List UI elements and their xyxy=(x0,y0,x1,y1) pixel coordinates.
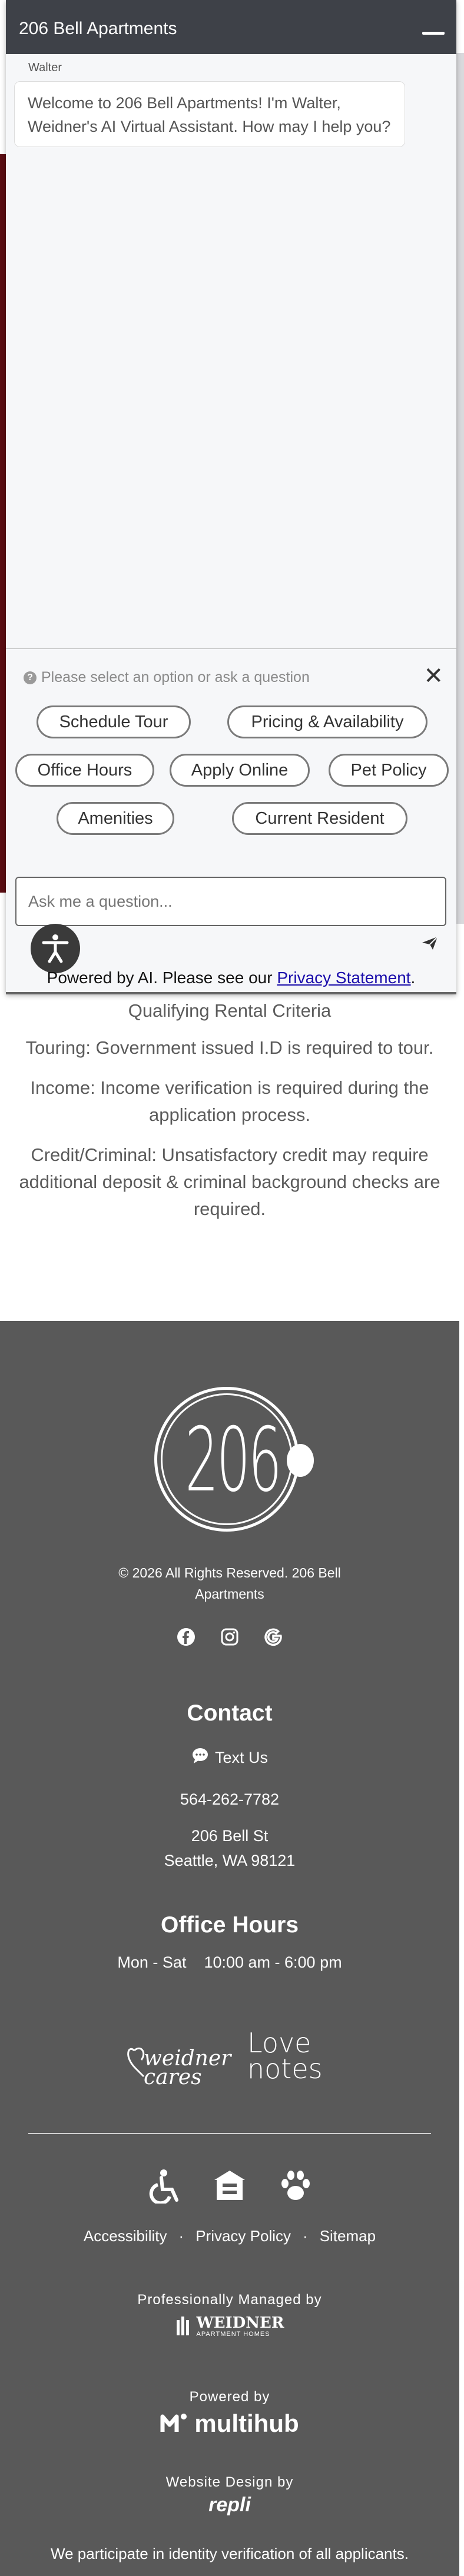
help-icon: ? xyxy=(24,671,37,684)
accessibility-icon[interactable] xyxy=(31,924,80,973)
quick-options xyxy=(6,648,456,828)
chat-widget xyxy=(6,0,456,994)
managed-by-label: Professionally Managed by xyxy=(137,2292,322,2308)
accessibility-link[interactable]: Accessibility xyxy=(83,2227,167,2245)
option-amenities[interactable]: Amenities xyxy=(57,802,174,835)
footer-divider xyxy=(28,2133,431,2134)
office-hours-text: Mon - Sat 10:00 am - 6:00 pm xyxy=(117,1953,342,1971)
chat-header xyxy=(6,0,456,54)
option-pet-policy[interactable]: Pet Policy xyxy=(329,754,449,787)
facebook-icon[interactable] xyxy=(176,1627,196,1647)
weidner-logo-sub: APARTMENT HOMES xyxy=(196,2330,270,2338)
love-notes-logo[interactable]: Love notes xyxy=(247,2027,323,2085)
welcome-message: Welcome to 206 Bell Apartments! I'm Walter, Weidner's AI Virtual Assistant. How may I help you? xyxy=(14,81,405,147)
social-links xyxy=(0,1627,459,1647)
option-pricing-availability[interactable]: Pricing & Availability xyxy=(227,705,427,738)
agent-name: Walter xyxy=(28,61,62,74)
compliance-icons xyxy=(0,2168,459,2206)
page-scrollbar[interactable] xyxy=(456,53,464,924)
rental-criteria xyxy=(0,1000,459,1236)
copyright: © 2026 All Rights Reserved. 206 Bell Apartments xyxy=(118,1565,341,1602)
weidner-logo[interactable] xyxy=(0,2314,459,2338)
close-icon[interactable]: ✕ xyxy=(423,663,443,689)
sitemap-link[interactable]: Sitemap xyxy=(319,2227,376,2245)
text-us-link[interactable] xyxy=(0,1748,459,1768)
wheelchair-icon xyxy=(146,2168,181,2206)
google-icon[interactable] xyxy=(263,1627,283,1647)
multihub-logo[interactable] xyxy=(0,2409,459,2438)
criteria-credit: Credit/Criminal: Unsatisfactory credit may require additional deposit & criminal background checks are required. xyxy=(19,1144,440,1219)
criteria-touring: Touring: Government issued I.D is required to tour. xyxy=(25,1037,434,1058)
phone-number[interactable]: 564-262-7782 xyxy=(180,1790,280,1808)
identity-verification-note: We participate in identity verification of all applicants. xyxy=(51,2545,409,2562)
option-current-resident[interactable]: Current Resident xyxy=(232,802,407,835)
logo-number: 206 xyxy=(185,1409,280,1512)
option-office-hours[interactable]: Office Hours xyxy=(15,754,154,787)
powered-by-label: Powered by xyxy=(189,2389,270,2405)
powered-prefix: Powered by AI. Please see our xyxy=(47,969,277,987)
text-us-label: Text Us xyxy=(214,1749,269,1766)
multihub-text: multihub xyxy=(194,2409,299,2437)
office-hours-heading: Office Hours xyxy=(160,1912,299,1938)
chat-input[interactable] xyxy=(15,877,446,926)
chat-title: 206 Bell Apartments xyxy=(19,19,177,38)
address-line-2[interactable]: Seattle, WA 98121 xyxy=(164,1852,296,1869)
weidner-cares-text: weidner cares xyxy=(144,2046,231,2089)
address-line-1[interactable]: 206 Bell St xyxy=(191,1827,269,1845)
privacy-statement-link[interactable]: Privacy Statement xyxy=(277,969,411,987)
contact-heading: Contact xyxy=(187,1700,273,1726)
powered-by-ai: Powered by AI. Please see our Privacy Statement. xyxy=(47,969,416,987)
weidner-logo-text: WEIDNER xyxy=(196,2314,284,2332)
minimize-icon[interactable] xyxy=(422,32,445,35)
option-schedule-tour[interactable]: Schedule Tour xyxy=(37,705,191,738)
property-logo[interactable] xyxy=(154,1387,299,1532)
criteria-income: Income: Income verification is required during the application process. xyxy=(30,1077,429,1125)
weidner-logo-icon xyxy=(175,2314,193,2338)
criteria-title: Qualifying Rental Criteria xyxy=(128,1000,332,1021)
footer xyxy=(0,1321,459,2576)
send-icon[interactable] xyxy=(421,936,439,954)
privacy-policy-link[interactable]: Privacy Policy xyxy=(195,2227,291,2245)
options-hint-text: Please select an option or ask a question xyxy=(41,669,310,685)
weidner-cares-logo[interactable] xyxy=(124,2033,230,2092)
footer-links: Accessibility · Privacy Policy · Sitemap xyxy=(83,2227,376,2245)
equal-housing-icon xyxy=(212,2168,247,2206)
chat-bubble-icon xyxy=(191,1748,209,1768)
instagram-icon[interactable] xyxy=(220,1627,240,1647)
repli-logo[interactable]: repli xyxy=(208,2494,251,2516)
multihub-icon xyxy=(160,2411,188,2437)
website-design-label: Website Design by xyxy=(165,2474,294,2490)
option-apply-online[interactable]: Apply Online xyxy=(170,754,310,787)
paw-icon xyxy=(278,2168,313,2206)
options-hint xyxy=(24,669,310,686)
